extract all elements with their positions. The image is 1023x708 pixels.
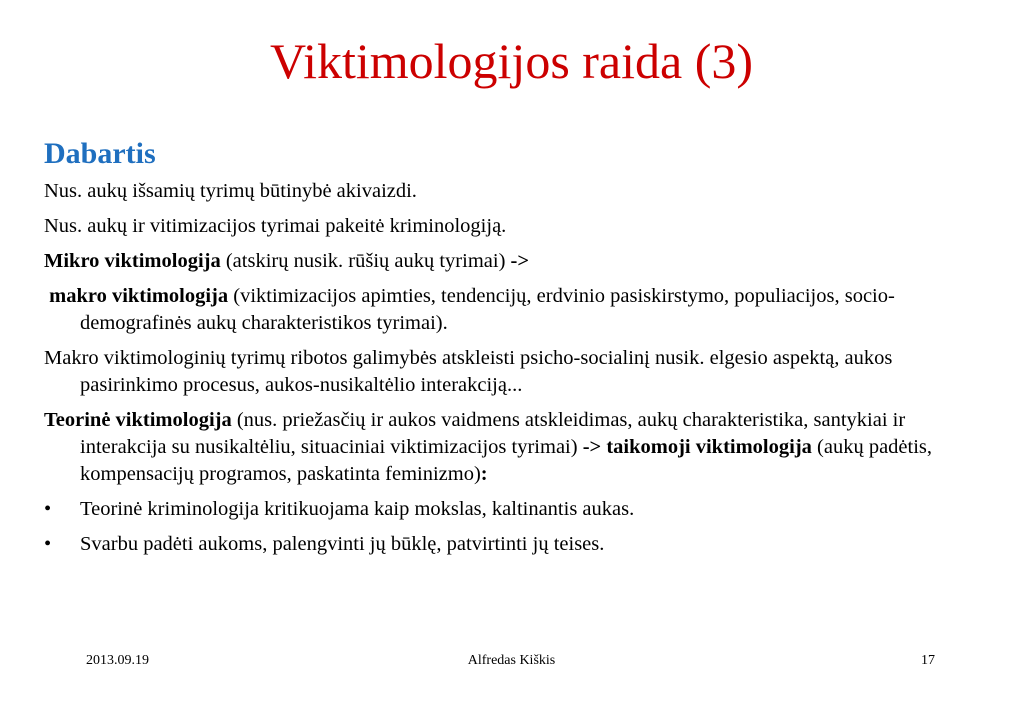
paragraph-2: Nus. aukų ir vitimizacijos tyrimai pakeitė kriminologiją. [44, 215, 507, 237]
paragraph-3-text: (atskirų nusik. rūšių aukų tyrimai) [220, 250, 511, 272]
term-applied-victimology: -> taikomoji viktimologija [582, 436, 812, 458]
paragraph-5: Makro viktimologinių tyrimų ribotos galimybės atskleisti psicho-socialinį nusik. elgesio aspektą, aukos pasirinkimo procesus, aukos-nusikaltėlio interakciją... [44, 347, 893, 396]
bullet-text: Teorinė kriminologija kritikuojama kaip mokslas, kaltinantis aukas. [80, 498, 635, 520]
term-theoretical-victimology: Teorinė viktimologija [44, 409, 232, 431]
colon-mark: : [480, 463, 488, 485]
section-heading: Dabartis [44, 137, 156, 170]
footer-author: Alfredas Kiškis [467, 653, 556, 668]
bullet-item [44, 531, 984, 558]
term-macro-victimology: makro viktimologija [49, 285, 229, 307]
paragraph-6-text-2: (aukų padėtis, kompensacijų programos, paskatinta feminizmo) [80, 436, 933, 485]
footer-page-number: 17 [921, 653, 935, 668]
arrow-text: -> [510, 250, 530, 272]
paragraph-6-text: (nus. priežasčių ir aukos vaidmens atskleidimas, aukų charakteristika, santykiai ir interakcija su nusikaltėliu, situaciniai viktimizacijos tyrimai) [80, 409, 906, 458]
slide-title: Viktimologijos raida (3) [269, 33, 754, 89]
bullet-item [44, 496, 984, 523]
paragraph-4-text: (viktimizacijos apimties, tendencijų, erdvinio pasiskirstymo, populiacijos, socio-demografinės aukų charakteristikos tyrimai). [80, 285, 895, 334]
paragraph-6 [44, 407, 984, 488]
paragraph-1: Nus. aukų išsamių tyrimų būtinybė akivaizdi. [44, 180, 417, 202]
footer-date: 2013.09.19 [86, 653, 149, 668]
bullet-marker: • [44, 498, 52, 520]
bullet-marker: • [44, 533, 52, 555]
paragraph-4 [44, 283, 984, 337]
slide-body [44, 134, 984, 566]
paragraph-3 [44, 248, 984, 275]
bullet-text: Svarbu padėti aukoms, palengvinti jų būklę, patvirtinti jų teises. [80, 533, 605, 555]
term-micro-victimology: Mikro viktimologija [44, 250, 221, 272]
